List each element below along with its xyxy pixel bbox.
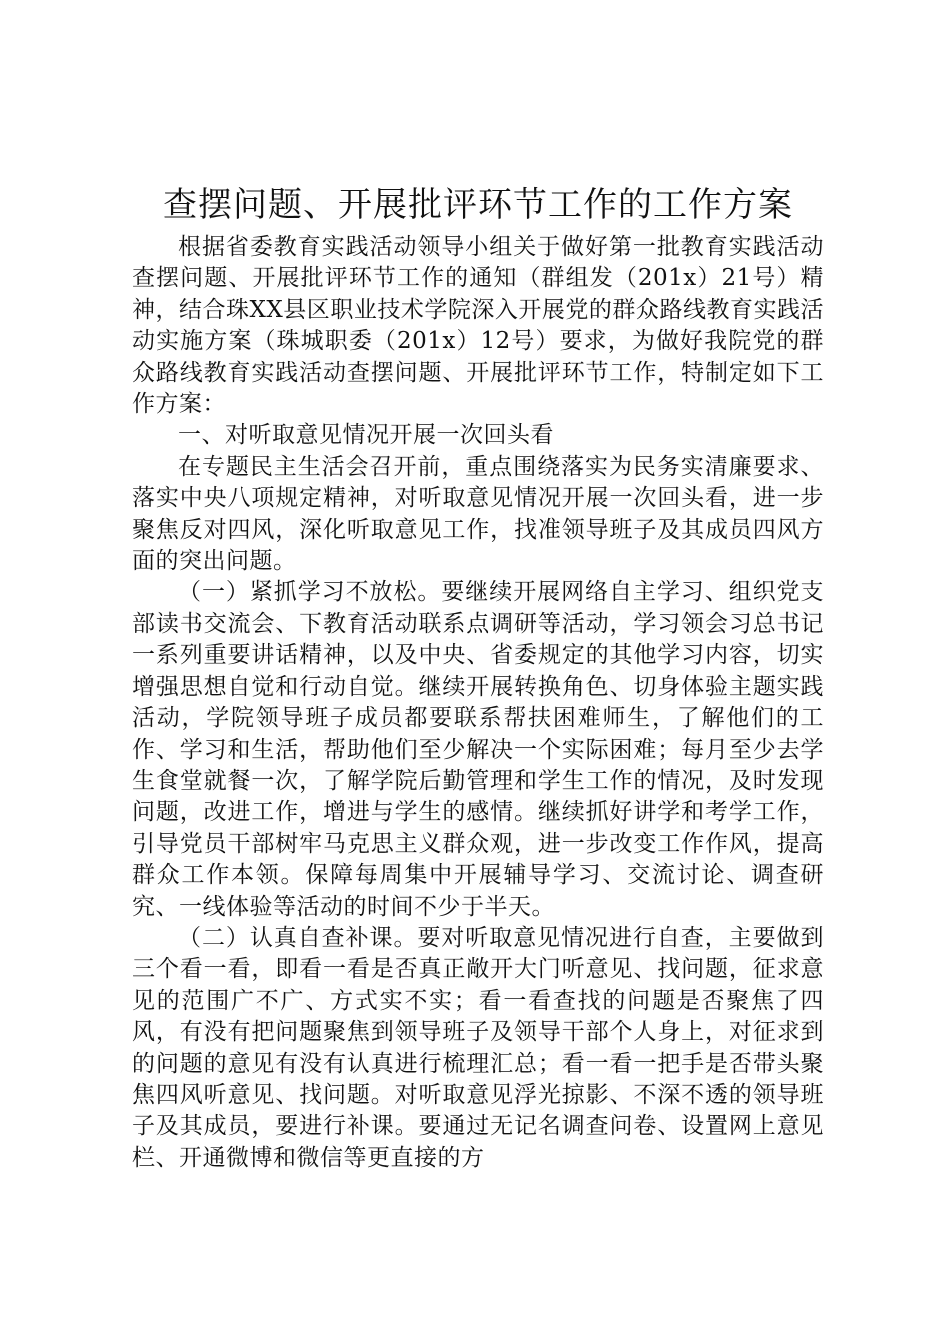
intro-paragraph: 根据省委教育实践活动领导小组关于做好第一批教育实践活动查摆问题、开展批评环节工作的通知（群组发（201x）21号）精神，结合珠XX县区职业技术学院深入开展党的群众路线教育实践活动实施方案（珠城职委（201x）12号）要求，为做好我院党的群众路线教育实践活动查摆问题、开展批评环节工作，特制定如下工作方案：	[132, 234, 824, 418]
section-heading-1: 一、对听取意见情况开展一次回头看	[178, 422, 554, 449]
section-1-paragraph: 在专题民主生活会召开前，重点围绕落实为民务实清廉要求、落实中央八项规定精神，对听取意见情况开展一次回头看，进一步聚焦反对四风，深化听取意见工作，找准领导班子及其成员四风方面的突出问题。	[132, 453, 824, 575]
document-page	[132, 182, 824, 1174]
document-title: 查摆问题、开展批评环节工作的工作方案	[163, 185, 793, 225]
item-2-paragraph: （二）认真自查补课。要对听取意见情况进行自查，主要做到三个看一看，即看一看是否真正敞开大门听意见、找问题，征求意见的范围广不广、方式实不实；看一看查找的问题是否聚焦了四风，有没有把问题聚焦到领导班子及领导干部个人身上，对征求到的问题的意见有没有认真进行梳理汇总；看一看一把手是否带头聚焦四风听意见、找问题。对听取意见浮光掠影、不深不透的领导班子及其成员，要进行补课。要通过无记名调查问卷、设置网上意见栏、开通微博和微信等更直接的方	[132, 924, 824, 1171]
item-1-paragraph: （一）紧抓学习不放松。要继续开展网络自主学习、组织党支部读书交流会、下教育活动联系点调研等活动，学习领会习总书记一系列重要讲话精神，以及中央、省委规定的其他学习内容，切实增强思想自觉和行动自觉。继续开展转换角色、切身体验主题实践活动，学院领导班子成员都要联系帮扶困难师生，了解他们的工作、学习和生活，帮助他们至少解决一个实际困难；每月至少去学生食堂就餐一次，了解学院后勤管理和学生工作的情况，及时发现问题，改进工作，增进与学生的感情。继续抓好讲学和考学工作，引导党员干部树牢马克思主义群众观，进一步改变工作作风，提高群众工作本领。保障每周集中开展辅导学习、交流讨论、调查研究、一线体验等活动的时间不少于半天。	[132, 579, 824, 920]
